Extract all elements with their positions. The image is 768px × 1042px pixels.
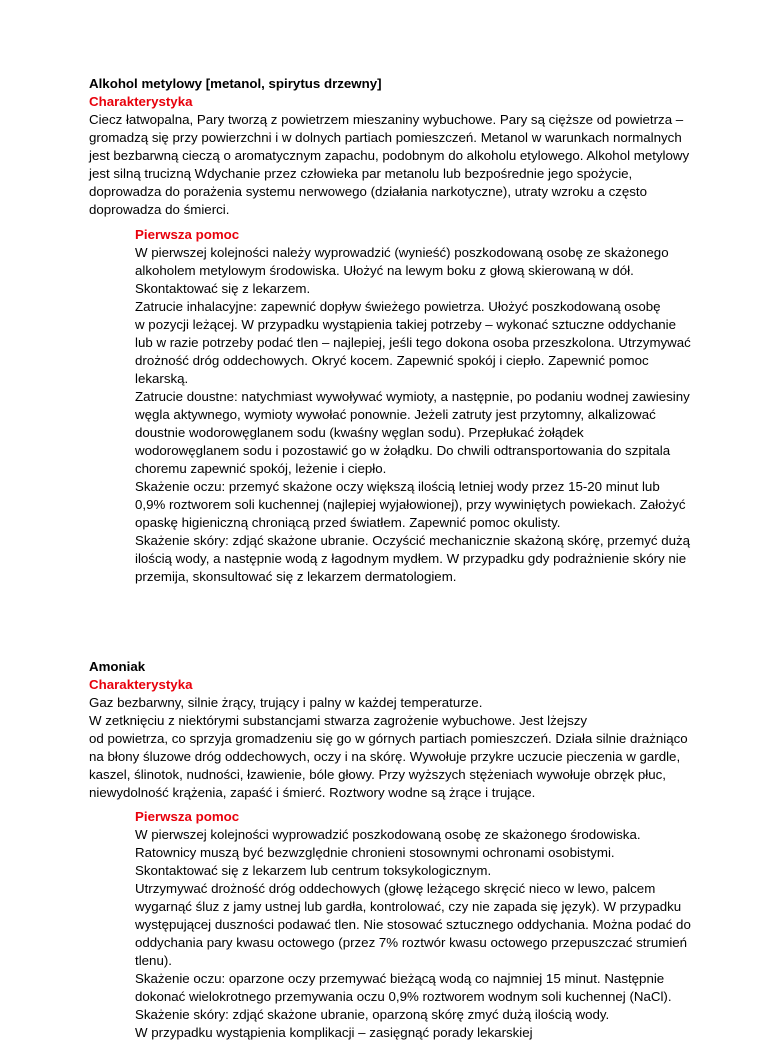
text-line: od powietrza, co sprzyja gromadzeniu się go w górnych partiach pomieszczeń. Działa silnie drażniąco (89, 731, 688, 746)
text-line: dokonać wielokrotnego przemywania oczu 0,9% roztworem wodnym soli kuchennej (NaCl). (135, 989, 672, 1004)
text-line: wodorowęglanem sodu i pozostawić go w żołądku. Do chwili odtransportowania do szpitala (135, 443, 671, 458)
text-line: Zatrucie inhalacyjne: zapewnić dopływ świeżego powietrza. Ułożyć poszkodowaną osobę (135, 299, 661, 314)
text-line: doustnie wodorowęglanem sodu (kwaśny węglan sodu). Przepłukać żołądek (135, 425, 584, 440)
section1-title: Alkohol metylowy [metanol, spirytus drzewny] (89, 76, 382, 91)
text-line: wygarnąć śluz z jamy ustnej lub gardła, kontrolować, czy nie zapada się język). W przypadku (135, 899, 682, 914)
text-line: jest silną trucizną Wdychanie przez człowieka par metanolu lub bezpośrednie jego spożycie, (89, 166, 633, 181)
text-line: lub w razie potrzeby podać tlen – najlepiej, jeśli tego dokona osoba przeszkolona. Utrzymywać (135, 335, 691, 350)
text-line: Zatrucie doustne: natychmiast wywoływać wymioty, a następnie, po podaniu wodnej zawiesiny (135, 389, 690, 404)
text-line: niewydolność krążenia, zapaść i śmierć. Roztwory wodne są żrące i trujące. (89, 785, 536, 800)
text-line: przemija, skonsultować się z lekarzem dermatologiem. (135, 569, 457, 584)
text-line: W pierwszej kolejności wyprowadzić poszkodowaną osobę ze skażonego środowiska. (135, 827, 641, 842)
text-line: kaszel, ślinotok, nudności, łzawienie, bóle głowy. Przy wyższych stężeniach wywołuje obrzęk płuc, (89, 767, 666, 782)
text-line: 0,9% roztworem soli kuchennej (najlepiej wyjałowionej), przy wywiniętych powiekach. Założyć (135, 497, 686, 512)
text-line: w pozycji leżącej. W przypadku wystąpienia takiej potrzeby – wykonać sztuczne oddychanie (135, 317, 677, 332)
text-line: gromadzą się przy powierzchni i w dolnych partiach pomieszczeń. Metanol w warunkach normalnych (89, 130, 682, 145)
text-line: Skażenie skóry: zdjąć skażone ubranie, oparzoną skórę zmyć dużą ilością wody. (135, 1007, 610, 1022)
text-line: opaskę higieniczną chroniącą przed światłem. Zapewnić pomoc okulisty. (135, 515, 561, 530)
text-line: alkoholem metylowym środowiska. Ułożyć na lewym boku z głową skierowaną w dół. (135, 263, 634, 278)
text-line: ilością wody, a następnie wodą z łagodnym mydłem. W przypadku gdy podrażnienie skóry nie (135, 551, 687, 566)
text-line: lekarską. (135, 371, 189, 386)
text-line: występującej duszności podawać tlen. Nie stosować sztucznego oddychania. Można podać do (135, 917, 691, 932)
text-line: Utrzymywać drożność dróg oddechowych (głowę leżącego skręcić nieco w lewo, palcem (135, 881, 656, 896)
text-line: drożność dróg oddechowych. Okryć kocem. Zapewnić spokój i ciepło. Zapewnić pomoc (135, 353, 649, 368)
section2-title: Amoniak (89, 659, 146, 674)
text-line: jest bezbarwną cieczą o aromatycznym zapachu, podobnym do alkoholu etylowego. Alkohol metylowy (89, 148, 690, 163)
text-line: na błony śluzowe dróg oddechowych, oczy i na skórę. Wywołuje przykre uczucie pieczenia w gardle, (89, 749, 681, 764)
text-line: Skażenie oczu: przemyć skażone oczy większą ilością letniej wody przez 15-20 minut lub (135, 479, 660, 494)
text-line: choremu zapewnić spokój, leżenie i ciepło. (135, 461, 387, 476)
text-line: W pierwszej kolejności należy wyprowadzić (wynieść) poszkodowaną osobę ze skażonego (135, 245, 669, 260)
text-line: doprowadza do porażenia systemu nerwowego (działania narkotyczne), utraty wzroku a często (89, 184, 648, 199)
text-line: oddychania pary kwasu octowego (przez 7% roztwór kwasu octowego przepuszczać strumień (135, 935, 688, 950)
text-line: W przypadku wystąpienia komplikacji – zasięgnąć porady lekarskiej (135, 1025, 533, 1040)
text-line: W zetknięciu z niektórymi substancjami stwarza zagrożenie wybuchowe. Jest lżejszy (89, 713, 588, 728)
section1-characteristics-heading: Charakterystyka (89, 94, 193, 109)
section2-characteristics-heading: Charakterystyka (89, 677, 193, 692)
text-line: Skontaktować się z lekarzem. (135, 281, 311, 296)
text-line: Skontaktować się z lekarzem lub centrum toksykologicznym. (135, 863, 492, 878)
text-line: tlenu). (135, 953, 172, 968)
text-line: Ciecz łatwopalna, Pary tworzą z powietrzem mieszaniny wybuchowe. Pary są cięższe od powietrza – (89, 112, 684, 127)
text-line: Ratownicy muszą być bezwzględnie chronieni stosownymi ochronami osobistymi. (135, 845, 615, 860)
section1-first-aid-heading: Pierwsza pomoc (135, 227, 240, 242)
section2-first-aid-heading: Pierwsza pomoc (135, 809, 240, 824)
text-line: węgla aktywnego, wymioty wywołać ponownie. Jeżeli zatruty jest przytomny, alkalizować (135, 407, 656, 422)
text-line: Skażenie oczu: oparzone oczy przemywać bieżącą wodą co najmniej 15 minut. Następnie (135, 971, 665, 986)
text-line: Skażenie skóry: zdjąć skażone ubranie. Oczyścić mechanicznie skażoną skórę, przemyć dużą (135, 533, 691, 548)
text-line: Gaz bezbarwny, silnie żrący, trujący i palny w każdej temperaturze. (89, 695, 483, 710)
text-line: doprowadza do śmierci. (89, 202, 230, 217)
